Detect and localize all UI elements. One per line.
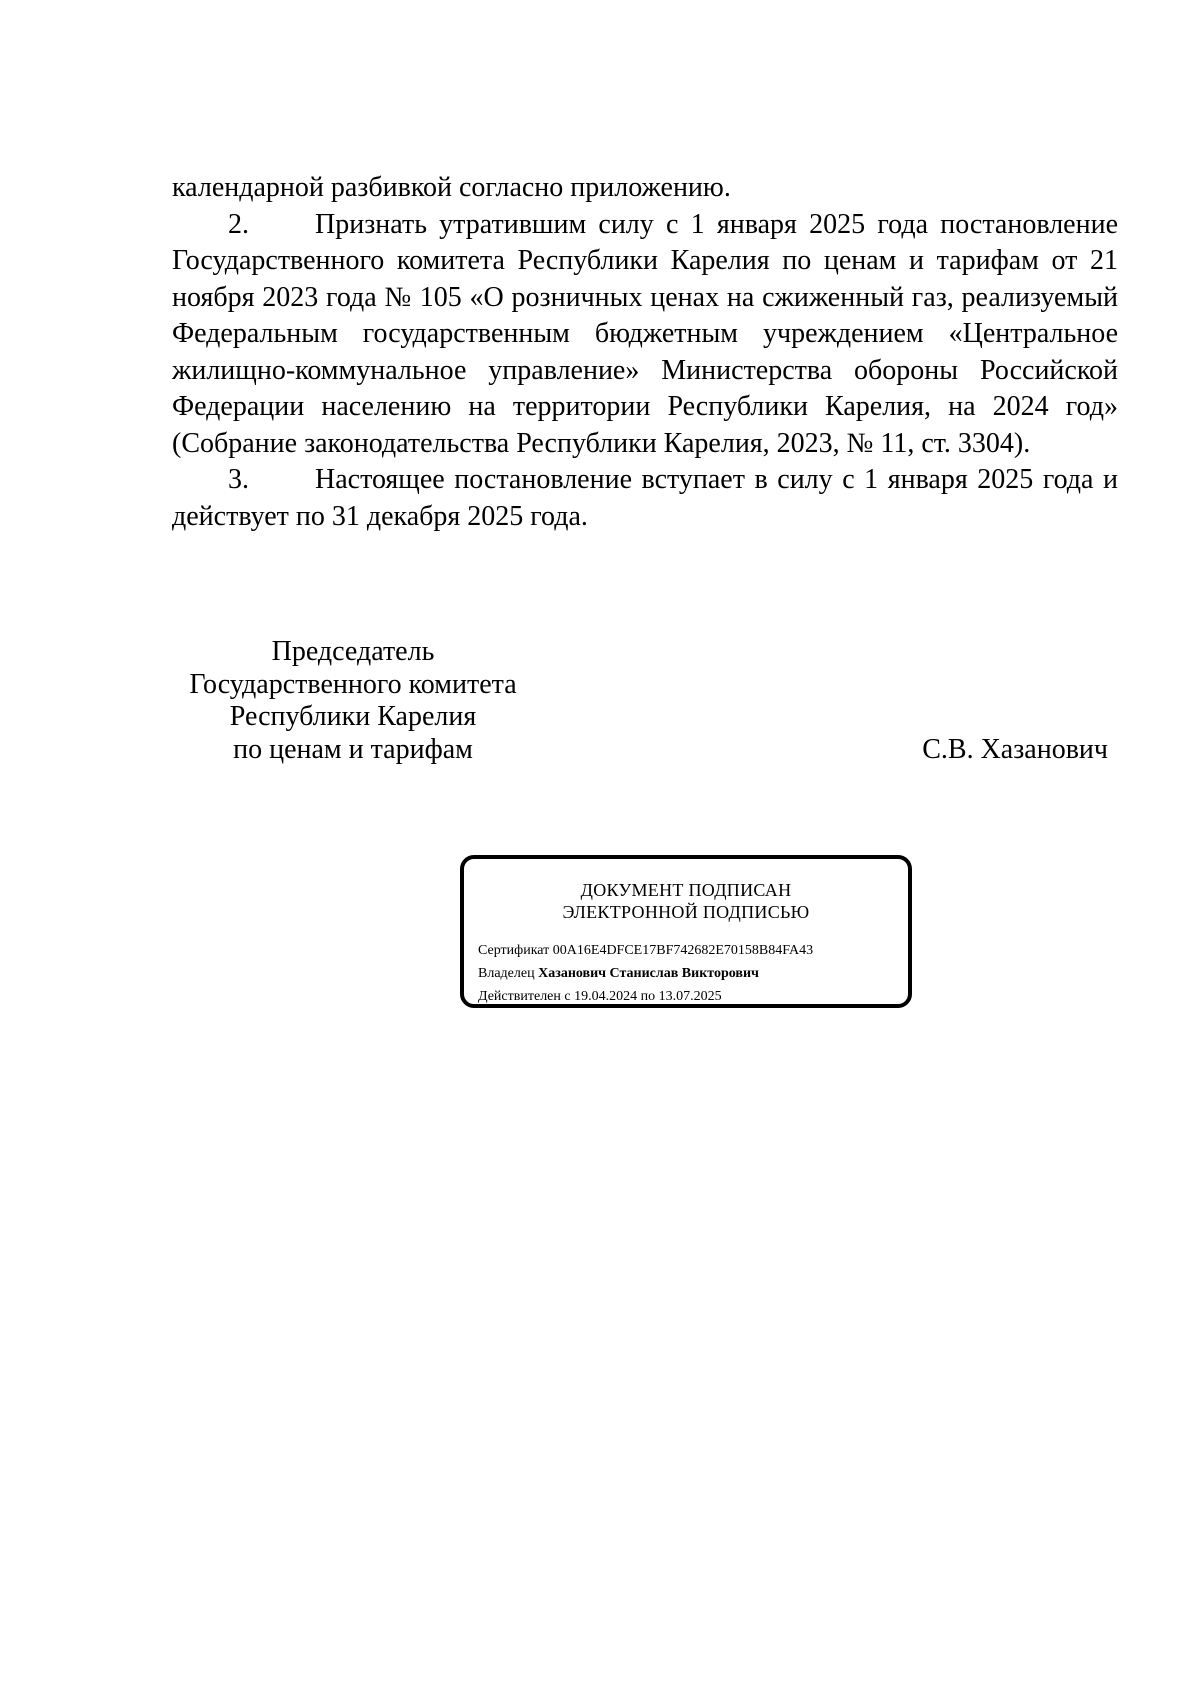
stamp-title	[464, 879, 908, 923]
signer-position-line: Республики Карелия	[229, 701, 477, 732]
signer-position-line: по ценам и тарифам	[233, 733, 473, 765]
valid-to: 13.07.2025	[658, 989, 722, 1004]
stamp-title-line: ДОКУМЕНТ ПОДПИСАН	[580, 880, 792, 900]
signer-position	[172, 636, 534, 766]
stamp-validity	[478, 985, 813, 1008]
paragraph-text: Признать утратившим силу с 1 января 2025 года постановление Государственного комитета Республики Карелия по ценам и тарифам от 21 ноября 2023 года № 105 «О розничных ценах на сжиженный газ, реализуемый Федеральным государственным бюджетным учреждением «Центральное жилищно-коммунальное управление» Министерства обороны Российской Федерации населению на территории Республики Карелия, на 2024 год» (Собрание законодательства Республики Карелия, 2023, № 11, ст. 3304).	[172, 208, 1118, 459]
owner-label: Владелец	[478, 966, 535, 981]
stamp-details	[478, 939, 813, 1008]
continuation-line: календарной разбивкой согласно приложению.	[172, 172, 731, 203]
paragraph-2	[172, 207, 1118, 463]
document-body	[172, 170, 1118, 535]
signer-position-line: Председатель	[271, 636, 435, 667]
stamp-certificate	[478, 939, 813, 962]
paragraph-text: Настоящее постановление вступает в силу с 1 января 2025 года и действует по 31 декабря 2025 года.	[172, 464, 1118, 532]
certificate-label: Сертификат	[478, 943, 550, 958]
valid-from-label: с	[564, 989, 571, 1004]
valid-to-label: по	[640, 989, 656, 1004]
owner-value: Хазанович Станислав Викторович	[538, 966, 759, 981]
paragraph-3	[172, 462, 1118, 535]
electronic-signature-stamp	[460, 855, 912, 1008]
signer-name: С.В. Хазанович	[922, 734, 1108, 765]
stamp-title-line: ЭЛЕКТРОННОЙ ПОДПИСЬЮ	[562, 902, 810, 922]
signer-position-line: Государственного комитета	[189, 668, 517, 700]
valid-from: 19.04.2024	[574, 989, 638, 1004]
paragraph-number: 3.	[228, 464, 249, 495]
valid-label: Действителен	[478, 989, 561, 1004]
certificate-value: 00A16E4DFCE17BF742682E70158B84FA43	[552, 943, 814, 958]
stamp-owner	[478, 962, 813, 985]
paragraph-number: 2.	[228, 208, 249, 240]
